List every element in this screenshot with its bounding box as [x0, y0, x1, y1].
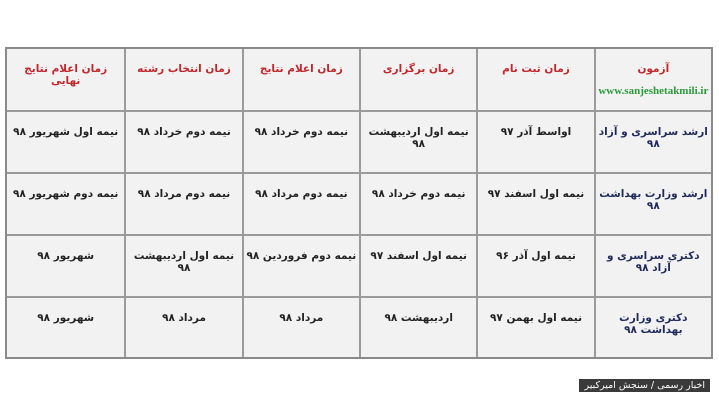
website-url: www.sanjeshetakmili.ir — [598, 85, 709, 97]
table-cell: اواسط آذر ۹۷ — [476, 112, 593, 174]
table-cell: شهریور ۹۸ — [37, 312, 95, 324]
header-cell: زمان اعلام نتایج — [242, 49, 359, 112]
header-cell: زمان ثبت نام — [476, 49, 593, 112]
exam-name: دکتری وزارت بهداشت ۹۸ — [594, 298, 711, 357]
table-cell: نیمه اول شهریور ۹۸ — [7, 112, 124, 174]
table-row — [7, 174, 711, 236]
header-row — [7, 49, 711, 112]
table-cell: نیمه اول بهمن ۹۷ — [476, 298, 593, 357]
exam-name: ارشد سراسری و آزاد ۹۸ — [594, 112, 711, 174]
table-cell: نیمه دوم فروردین ۹۸ — [242, 236, 359, 298]
table-cell: نیمه دوم مرداد ۹۸ — [242, 174, 359, 236]
source-caption: اخبار رسمی / سنجش امیرکبیر — [579, 379, 710, 392]
header-cell: زمان انتخاب رشته — [124, 49, 241, 112]
table-row — [7, 236, 711, 298]
exam-schedule-table — [5, 47, 713, 359]
table-cell: مرداد ۹۸ — [242, 298, 359, 357]
table-cell: نیمه دوم خرداد ۹۸ — [124, 112, 241, 174]
table-cell: اردیبهشت ۹۸ — [359, 298, 476, 357]
table-row — [7, 112, 711, 174]
table-cell: نیمه اول آذر ۹۶ — [476, 236, 593, 298]
table-cell: شهریور ۹۸ — [7, 236, 124, 298]
table-cell: نیمه دوم خرداد ۹۸ — [359, 174, 476, 236]
table-cell: مرداد ۹۸ — [124, 298, 241, 357]
exam-name: ارشد وزارت بهداشت ۹۸ — [594, 174, 711, 236]
table-cell: نیمه دوم شهریور ۹۸ — [7, 174, 124, 236]
table-cell: نیمه اول اردیبهشت ۹۸ — [124, 236, 241, 298]
table-cell: نیمه اول اسفند ۹۷ — [476, 174, 593, 236]
table-cell: نیمه اول اردیبهشت ۹۸ — [359, 112, 476, 174]
header-cell — [594, 49, 711, 112]
table-cell: نیمه دوم مرداد ۹۸ — [124, 174, 241, 236]
table-row — [7, 298, 711, 357]
table-cell: نیمه اول اسفند ۹۷ — [359, 236, 476, 298]
table-cell: نیمه دوم خرداد ۹۸ — [242, 112, 359, 174]
header-cell: زمان برگزاری — [359, 49, 476, 112]
header-exam: آزمون — [637, 63, 670, 75]
exam-name: دکتری سراسری و آزاد ۹۸ — [594, 236, 711, 298]
header-cell: زمان اعلام نتایج نهایی — [7, 49, 124, 112]
